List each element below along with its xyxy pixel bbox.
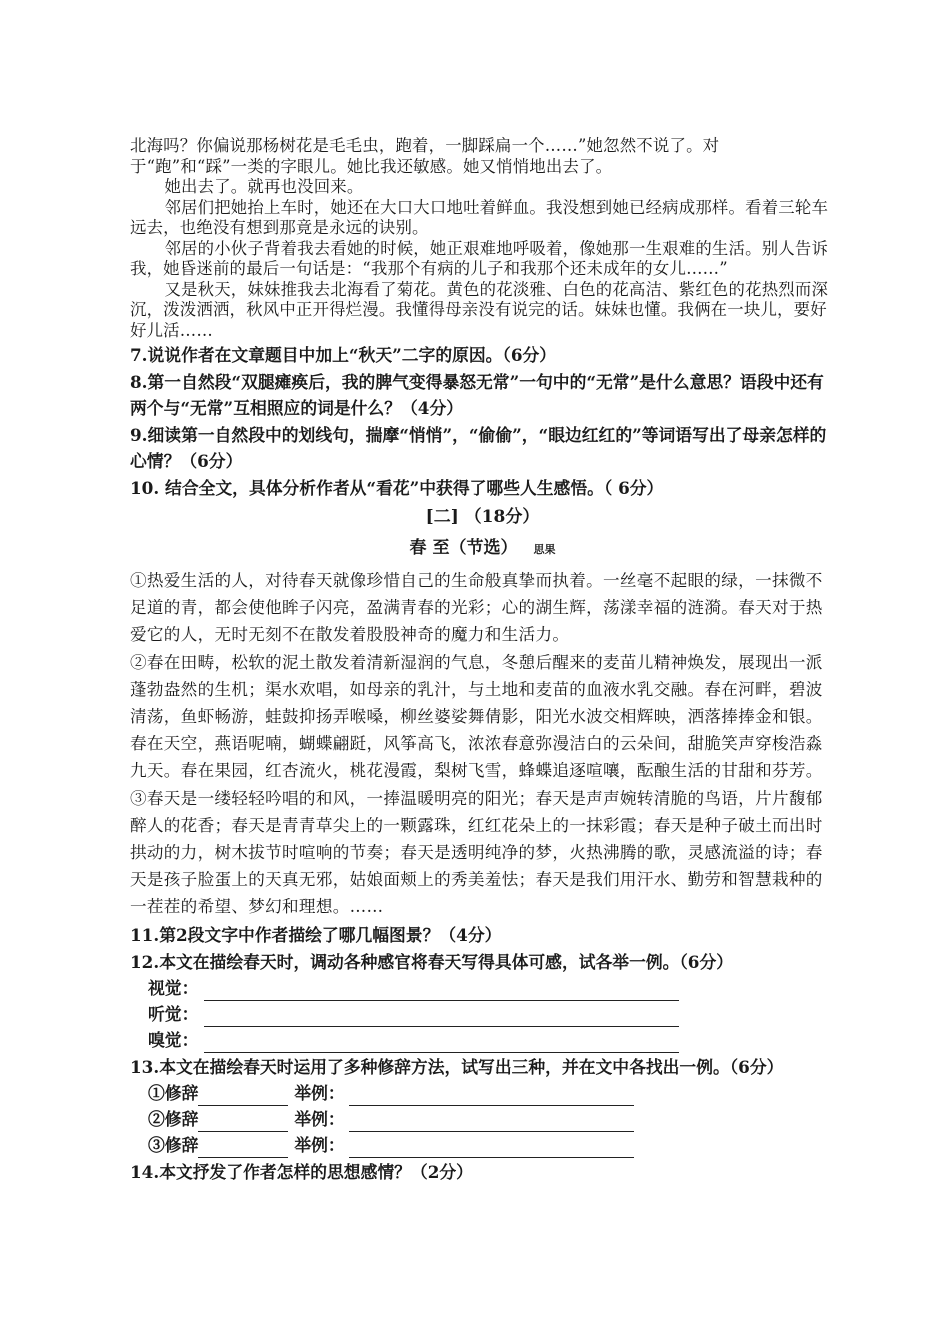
example-blank-3[interactable] bbox=[349, 1139, 634, 1158]
passage1-para1: 北海吗？你偏说那杨树花是毛毛虫，跑着，一脚踩扁一个……”她忽然不说了。对于“跑”和“踩”一类的字眼儿。她比我还敏感。她又悄悄地出去了。 bbox=[130, 136, 720, 176]
answer-row-hearing bbox=[130, 1001, 835, 1027]
answer-label-hearing: 听觉： bbox=[148, 1003, 199, 1024]
answer-blank-smell[interactable] bbox=[204, 1034, 679, 1053]
answer-blank-hearing[interactable] bbox=[204, 1008, 679, 1027]
rhetoric-label-2: ②修辞 bbox=[148, 1108, 199, 1129]
question-9: 9.细读第一自然段中的划线句，揣摩“悄悄”，“偷偷”，“眼边红红的”等词语写出了母亲怎样的心情？（6分） bbox=[130, 425, 827, 471]
article-author: 思果 bbox=[533, 543, 556, 556]
example-label-3: 举例： bbox=[294, 1134, 345, 1155]
question-7: 7.说说作者在文章题目中加上“秋天”二字的原因。（6分） bbox=[130, 345, 557, 365]
rhetoric-blank-1[interactable] bbox=[198, 1087, 288, 1106]
answer-blank-vision[interactable] bbox=[204, 982, 679, 1001]
exam-page bbox=[130, 136, 835, 1185]
rhetoric-label-1: ①修辞 bbox=[148, 1082, 199, 1103]
example-blank-2[interactable] bbox=[349, 1113, 634, 1132]
section-heading: [二] （18分） bbox=[425, 507, 540, 527]
answer-row-vision bbox=[130, 975, 835, 1001]
rhetoric-row-3 bbox=[130, 1132, 835, 1158]
question-12: 12.本文在描绘春天时，调动各种感官将春天写得具体可感，试各举一例。（6分） bbox=[130, 951, 734, 972]
example-label-1: 举例： bbox=[294, 1082, 345, 1103]
passage1-para2: 她出去了。就再也没回来。 bbox=[164, 177, 364, 196]
passage1-para4: 邻居的小伙子背着我去看她的时候，她正艰难地呼吸着，像她那一生艰难的生活。别人告诉我，她昏迷前的最后一句话是：“我那个有病的儿子和我那个还未成年的女儿……” bbox=[130, 238, 829, 278]
rhetoric-row-2 bbox=[130, 1106, 835, 1132]
passage2-para3: ③春天是一缕轻轻吟唱的和风，一捧温暖明亮的阳光；春天是声声婉转清脆的鸟语，片片馥郁醉人的花香；春天是青青草尖上的一颗露珠，红红花朵上的一抹彩霞；春天是种子破土而出时拱动的力，树木拔节时喧响的节奏；春天是透明纯净的梦，火热沸腾的歌，灵感流溢的诗；春天是孩子脸蛋上的天真无邪，姑娘面颊上的秀美羞怯；春天是我们用汗水、勤劳和智慧栽种的一茬茬的希望、梦幻和理想。…… bbox=[130, 788, 823, 917]
question-14: 14.本文抒发了作者怎样的思想感情？（2分） bbox=[130, 1161, 473, 1182]
answer-label-smell: 嗅觉： bbox=[148, 1029, 199, 1050]
rhetoric-blank-3[interactable] bbox=[198, 1139, 288, 1158]
example-label-2: 举例： bbox=[294, 1108, 345, 1129]
passage2-para1: ①热爱生活的人，对待春天就像珍惜自己的生命般真挚而执着。一丝毫不起眼的绿，一抹微不足道的青，都会使他眸子闪亮，盈满青春的光彩；心的湖生辉，荡漾幸福的涟漪。春天对于热爱它的人，无时无刻不在散发着股股神奇的魔力和生活力。 bbox=[130, 571, 823, 645]
answer-label-vision: 视觉： bbox=[148, 977, 199, 998]
question-13: 13.本文在描绘春天时运用了多种修辞方法，试写出三种，并在文中各找出一例。（6分） bbox=[130, 1056, 784, 1077]
rhetoric-blank-2[interactable] bbox=[198, 1113, 288, 1132]
rhetoric-row-1 bbox=[130, 1080, 835, 1106]
question-11: 11.第2段文字中作者描绘了哪几幅图景？（4分） bbox=[130, 924, 502, 945]
passage1-para5: 又是秋天，妹妹推我去北海看了菊花。黄色的花淡雅、白色的花高洁、紫红色的花热烈而深沉，泼泼洒洒，秋风中正开得烂漫。我懂得母亲没有说完的话。妹妹也懂。我俩在一块儿，要好好儿活…… bbox=[130, 279, 829, 340]
article-title-row bbox=[130, 531, 835, 567]
passage1-para3: 邻居们把她抬上车时，她还在大口大口地吐着鲜血。我没想到她已经病成那样。看着三轮车远去，也绝没有想到那竟是永远的诀别。 bbox=[130, 197, 829, 237]
passage2-para2: ②春在田畴，松软的泥土散发着清新湿润的气息，冬憩后醒来的麦苗儿精神焕发，展现出一派蓬勃盎然的生机；渠水欢唱，如母亲的乳汁，与土地和麦苗的血液水乳交融。春在河畔，碧波清荡，鱼虾畅游，蛙鼓抑扬弄喉嗓，柳丝婆娑舞倩影，阳光水波交相辉映，洒落捧捧金和银。春在天空，燕语呢喃，蝴蝶翩跹，风筝高飞，浓浓春意弥漫洁白的云朵间，甜脆笑声穿梭浩淼九天。春在果园，红杏流火，桃花漫霞，梨树飞雪，蜂蝶追逐喧嚷，酝酿生活的甘甜和芬芳。 bbox=[130, 652, 823, 781]
question-8: 8.第一自然段“双腿瘫痪后，我的脾气变得暴怒无常”一句中的“无常”是什么意思？语段中还有两个与“无常”互相照应的词是什么？（4分） bbox=[130, 372, 824, 418]
answer-row-smell bbox=[130, 1027, 835, 1053]
example-blank-1[interactable] bbox=[349, 1087, 634, 1106]
question-10: 10. 结合全文，具体分析作者从“看花”中获得了哪些人生感悟。（ 6分） bbox=[130, 478, 664, 498]
article-title: 春 至（节选） bbox=[409, 538, 518, 558]
rhetoric-label-3: ③修辞 bbox=[148, 1134, 199, 1155]
